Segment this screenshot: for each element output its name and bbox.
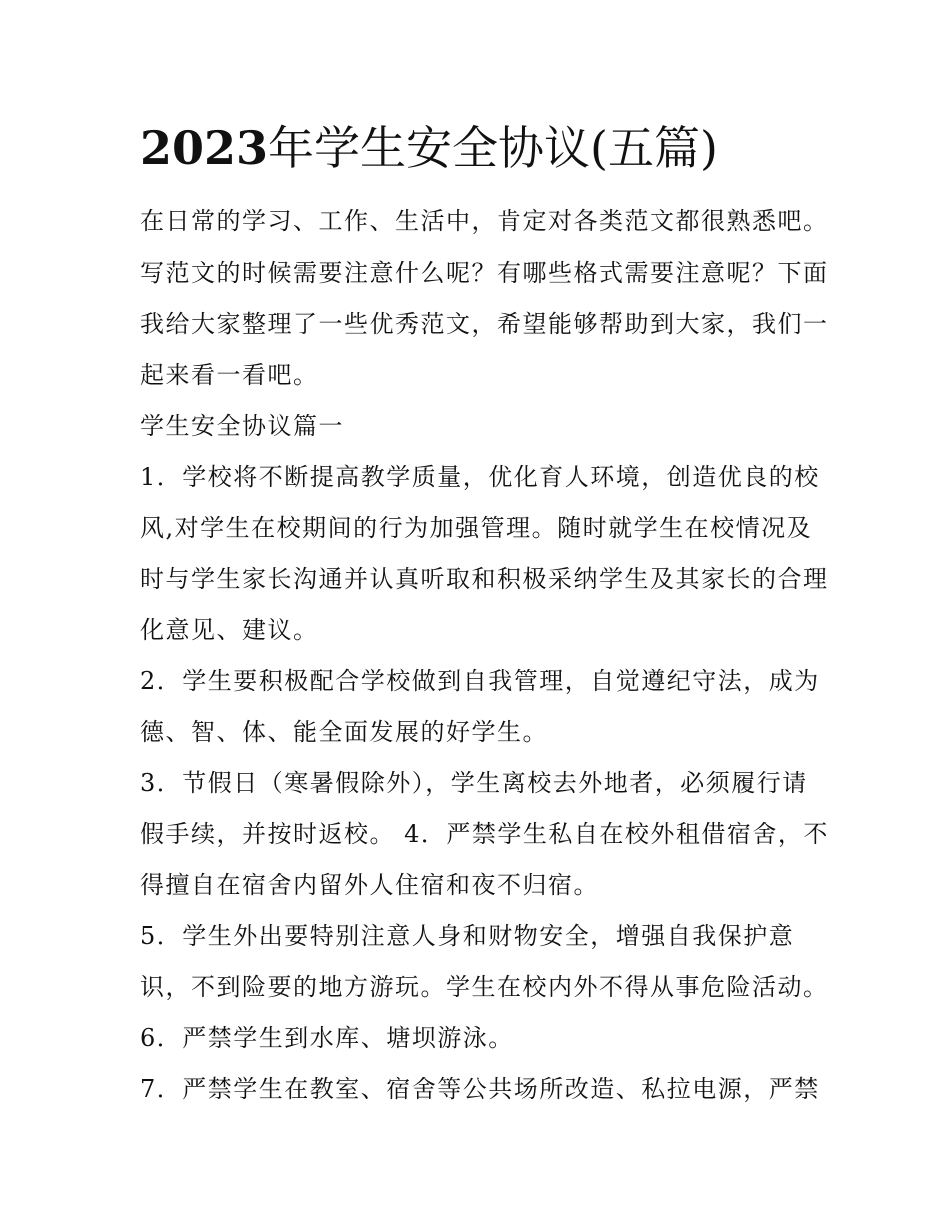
item-1-line-3: 时与学生家长沟通并认真听取和积极采纳学生及其家长的合理 xyxy=(140,565,829,593)
item-4-line-2: 得擅自在宿舍内留外人住宿和夜不归宿。 xyxy=(140,871,599,899)
item-2-line-2: 德、智、体、能全面发展的好学生。 xyxy=(140,718,548,746)
intro-line-3: 我给大家整理了一些优秀范文，希望能够帮助到大家，我们一 xyxy=(140,310,829,338)
item-3-line-1: 3．节假日（寒暑假除外），学生离校去外地者，必须履行请 xyxy=(140,769,808,797)
document-title xyxy=(140,118,718,178)
item-5-line-1: 5．学生外出要特别注意人身和财物安全，增强自我保护意 xyxy=(140,922,795,950)
intro-line-1: 在日常的学习、工作、生活中，肯定对各类范文都很熟悉吧。 xyxy=(140,207,829,235)
section-heading: 学生安全协议篇一 xyxy=(140,412,344,440)
item-5-line-2: 识，不到险要的地方游玩。学生在校内外不得从事危险活动。 xyxy=(140,973,829,1001)
title-year: 2023 xyxy=(140,121,269,175)
intro-line-4: 起来看一看吧。 xyxy=(140,361,319,389)
item-1-line-2: 风,对学生在校期间的行为加强管理。随时就学生在校情况及 xyxy=(140,514,813,542)
item-6-line-1: 6．严禁学生到水库、塘坝游泳。 xyxy=(140,1024,514,1052)
title-text: 年学生安全协议(五篇) xyxy=(268,121,718,175)
item-7-line-1: 7．严禁学生在教室、宿舍等公共场所改造、私拉电源，严禁 xyxy=(140,1075,820,1103)
item-3-4-line: 假手续，并按时返校。 4．严禁学生私自在校外租借宿舍，不 xyxy=(140,820,829,848)
intro-line-2: 写范文的时候需要注意什么呢？有哪些格式需要注意呢？下面 xyxy=(140,259,829,287)
item-1-line-1: 1．学校将不断提高教学质量，优化育人环境，创造优良的校 xyxy=(140,463,820,491)
item-2-line-1: 2．学生要积极配合学校做到自我管理，自觉遵纪守法，成为 xyxy=(140,667,820,695)
item-1-line-4: 化意见、建议。 xyxy=(140,616,319,644)
